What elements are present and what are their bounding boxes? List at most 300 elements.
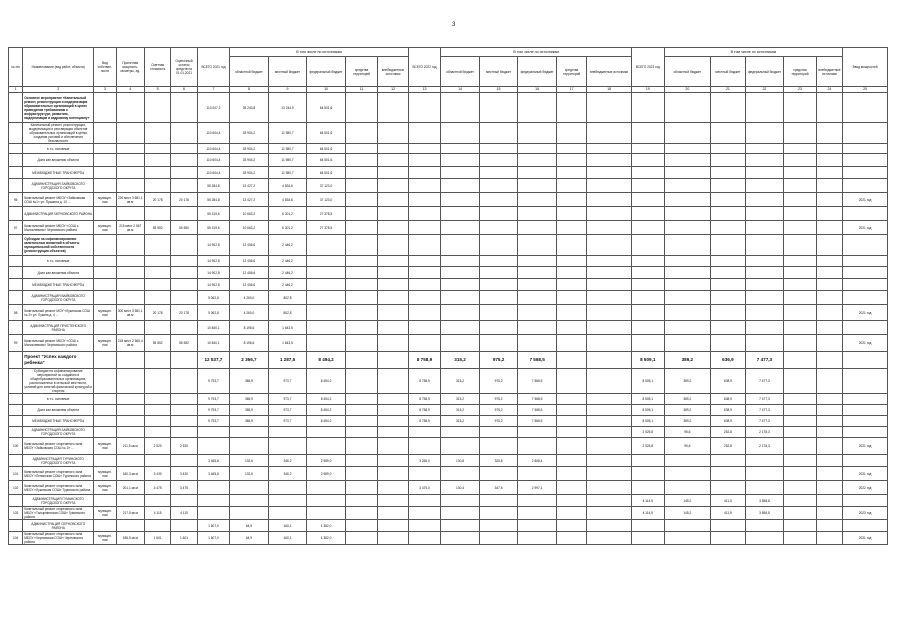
table-cell: 20 178 bbox=[144, 305, 170, 321]
table-cell bbox=[843, 154, 888, 167]
row-name-cell: АДМИНИСТРАЦИЯ ТУРИНСКОГО ГОРОДСКОГО ОКРУГА bbox=[23, 455, 94, 467]
table-cell bbox=[345, 352, 377, 369]
table-cell: 2021 год bbox=[843, 221, 888, 235]
table-cell bbox=[556, 235, 586, 256]
table-cell bbox=[408, 520, 440, 532]
table-cell bbox=[9, 520, 23, 532]
row-name-cell: Доля кап.вложения объекта bbox=[23, 154, 94, 167]
table-cell bbox=[784, 520, 816, 532]
table-row bbox=[9, 279, 888, 291]
table-cell bbox=[94, 154, 116, 167]
table-cell: 8 505,1 bbox=[632, 394, 664, 405]
table-cell: 365,9 bbox=[230, 369, 269, 394]
table-cell bbox=[518, 144, 557, 154]
table-cell bbox=[587, 427, 632, 438]
table-cell bbox=[116, 144, 144, 154]
table-cell bbox=[144, 321, 170, 335]
table-cell: 12 537,7 bbox=[197, 352, 229, 369]
table-cell bbox=[307, 235, 346, 256]
table-cell: 973,7 bbox=[268, 369, 307, 394]
table-cell bbox=[378, 467, 409, 481]
col-header: средства территорий bbox=[556, 57, 586, 87]
table-cell bbox=[556, 481, 586, 495]
table-cell: 110 604,4 bbox=[197, 144, 229, 154]
table-cell bbox=[171, 207, 197, 221]
col-header: Вид собствен-ности bbox=[94, 48, 116, 87]
row-name-cell: АДМИНИСТРАЦИЯ ЧЕРНОВСКОГО РАЙОНА bbox=[23, 207, 94, 221]
table-cell: 1 601 bbox=[171, 532, 197, 545]
table-cell: 7 568,5 bbox=[518, 394, 557, 405]
table-cell: 973,7 bbox=[268, 416, 307, 427]
table-cell bbox=[116, 495, 144, 507]
table-cell: муницип. ная bbox=[94, 481, 116, 495]
investment-table bbox=[8, 47, 888, 545]
table-cell bbox=[816, 256, 842, 267]
table-cell bbox=[745, 154, 784, 167]
table-cell bbox=[441, 221, 480, 235]
table-cell bbox=[587, 256, 632, 267]
column-number: 19 bbox=[632, 87, 664, 93]
table-cell: 2023 год bbox=[843, 507, 888, 520]
table-cell: 33 904,2 bbox=[230, 123, 269, 144]
table-cell bbox=[171, 369, 197, 394]
table-cell: 64 501,6 bbox=[307, 167, 346, 179]
table-cell: 1 601 bbox=[144, 532, 170, 545]
table-cell bbox=[441, 279, 480, 291]
table-cell bbox=[632, 235, 664, 256]
table-cell bbox=[171, 416, 197, 427]
table-cell bbox=[843, 416, 888, 427]
table-cell bbox=[9, 256, 23, 267]
table-cell bbox=[144, 520, 170, 532]
table-cell bbox=[479, 467, 518, 481]
table-cell: 2 520 bbox=[171, 438, 197, 455]
table-cell bbox=[587, 193, 632, 207]
table-row bbox=[9, 455, 888, 467]
table-cell bbox=[171, 394, 197, 405]
table-cell bbox=[144, 427, 170, 438]
table-cell bbox=[784, 207, 816, 221]
table-cell bbox=[441, 427, 480, 438]
table-cell: 9 793,7 bbox=[197, 405, 229, 416]
table-cell bbox=[408, 267, 440, 279]
table-cell bbox=[711, 207, 746, 221]
table-cell: 33 904,2 bbox=[230, 167, 269, 179]
table-cell bbox=[345, 369, 377, 394]
column-number: 13 bbox=[408, 87, 440, 93]
table-cell bbox=[587, 532, 632, 545]
table-row bbox=[9, 267, 888, 279]
table-cell bbox=[408, 221, 440, 235]
table-cell: 55 284,8 bbox=[197, 193, 229, 207]
table-cell bbox=[9, 495, 23, 507]
table-cell bbox=[587, 179, 632, 193]
table-cell: 145,2 bbox=[664, 495, 711, 507]
table-cell bbox=[518, 438, 557, 455]
table-cell bbox=[784, 291, 816, 305]
table-cell bbox=[711, 467, 746, 481]
table-cell bbox=[408, 305, 440, 321]
table-cell bbox=[664, 235, 711, 256]
table-cell bbox=[378, 416, 409, 427]
table-cell bbox=[441, 144, 480, 154]
table-cell bbox=[518, 427, 557, 438]
table-cell bbox=[816, 438, 842, 455]
table-cell: 64 501,6 bbox=[307, 123, 346, 144]
table-cell bbox=[784, 279, 816, 291]
table-cell bbox=[307, 438, 346, 455]
table-cell: 638,9 bbox=[711, 369, 746, 394]
table-cell bbox=[632, 321, 664, 335]
table-cell bbox=[479, 335, 518, 352]
table-cell bbox=[664, 179, 711, 193]
table-cell bbox=[479, 520, 518, 532]
table-cell: 3 558,8 bbox=[745, 507, 784, 520]
table-cell: 100 bbox=[9, 438, 23, 455]
table-cell: 14 902,8 bbox=[197, 256, 229, 267]
row-name-cell: АДМИНИСТРАЦИЯ СЕРНОВСКОГО РАЙОНА bbox=[23, 520, 94, 532]
table-cell bbox=[408, 207, 440, 221]
table-cell bbox=[268, 427, 307, 438]
table-cell bbox=[587, 416, 632, 427]
table-cell: 3 465,8 bbox=[197, 467, 229, 481]
table-cell bbox=[711, 305, 746, 321]
table-cell: 130,4 bbox=[441, 481, 480, 495]
table-cell: 315,2 bbox=[441, 352, 480, 369]
table-cell bbox=[345, 467, 377, 481]
table-cell bbox=[745, 321, 784, 335]
table-cell bbox=[843, 520, 888, 532]
table-cell bbox=[745, 221, 784, 235]
table-row bbox=[9, 305, 888, 321]
table-row bbox=[9, 481, 888, 495]
table-cell: 389,2 bbox=[664, 352, 711, 369]
table-cell bbox=[171, 291, 197, 305]
table-cell bbox=[816, 369, 842, 394]
table-cell bbox=[378, 291, 409, 305]
table-cell: 802,8 bbox=[268, 291, 307, 305]
table-cell: 8 505,1 bbox=[632, 416, 664, 427]
table-cell bbox=[745, 279, 784, 291]
table-cell bbox=[784, 93, 816, 123]
table-cell bbox=[378, 235, 409, 256]
table-cell bbox=[479, 267, 518, 279]
table-cell bbox=[518, 123, 557, 144]
col-header: Сметная стоимость bbox=[144, 48, 170, 87]
table-cell bbox=[479, 221, 518, 235]
row-name-cell: МЕЖБЮДЖЕТНЫЕ ТРАНСФЕРТЫ bbox=[23, 279, 94, 291]
table-cell: 220 мест 3 681,1 кв.м bbox=[116, 193, 144, 207]
col-header: областной бюджет bbox=[441, 57, 480, 87]
table-cell bbox=[784, 123, 816, 144]
row-name-cell: Капитальный ремонт спортивного зала МБОУ «Тыгырминская СОШ» Гуманского района bbox=[23, 507, 94, 520]
row-name-cell: АДМИНИСТРАЦИЯ ГУМАНСКОГО ГОРОДСКОГО ОКРУГА bbox=[23, 495, 94, 507]
table-row bbox=[9, 221, 888, 235]
table-cell bbox=[441, 291, 480, 305]
table-row bbox=[9, 235, 888, 256]
table-cell bbox=[711, 267, 746, 279]
table-cell: 3 465,8 bbox=[197, 455, 229, 467]
table-cell bbox=[378, 167, 409, 179]
col-header: местный бюджет bbox=[711, 57, 746, 87]
table-cell bbox=[408, 235, 440, 256]
table-cell: 802,8 bbox=[268, 305, 307, 321]
table-cell bbox=[9, 279, 23, 291]
table-cell bbox=[518, 279, 557, 291]
table-cell: 8 454,2 bbox=[307, 394, 346, 405]
table-cell bbox=[632, 256, 664, 267]
table-cell bbox=[9, 416, 23, 427]
table-cell bbox=[441, 305, 480, 321]
table-row bbox=[9, 532, 888, 545]
col-header: федеральный бюджет bbox=[745, 57, 784, 87]
table-cell bbox=[632, 144, 664, 154]
table-cell bbox=[479, 507, 518, 520]
table-cell bbox=[408, 495, 440, 507]
table-cell: 132,6 bbox=[230, 455, 269, 467]
table-cell bbox=[587, 335, 632, 352]
table-cell: 2021 год bbox=[843, 193, 888, 207]
table-cell: 180,3 кв.м bbox=[116, 467, 144, 481]
table-cell: 110 604,4 bbox=[197, 154, 229, 167]
group-header: В том числе по источникам bbox=[441, 48, 632, 57]
row-name-cell: Капитальный ремонт, реконструкция, модернизация и реставрация объектов образовательных организаций в целях создания условий и обеспечения безопасности bbox=[23, 123, 94, 144]
column-number: 18 bbox=[587, 87, 632, 93]
table-cell bbox=[843, 321, 888, 335]
table-cell: 4 834,6 bbox=[268, 179, 307, 193]
table-cell bbox=[518, 305, 557, 321]
column-number: 12 bbox=[378, 87, 409, 93]
table-cell: 64 501,6 bbox=[307, 144, 346, 154]
table-cell bbox=[171, 179, 197, 193]
table-cell bbox=[556, 207, 586, 221]
table-cell bbox=[711, 321, 746, 335]
row-name-cell: МЕЖБЮДЖЕТНЫЕ ТРАНСФЕРТЫ bbox=[23, 167, 94, 179]
table-cell bbox=[816, 167, 842, 179]
table-row bbox=[9, 405, 888, 416]
table-cell: 13 427,2 bbox=[230, 179, 269, 193]
table-cell bbox=[556, 321, 586, 335]
table-cell bbox=[378, 193, 409, 207]
table-cell: 160,1 bbox=[268, 532, 307, 545]
table-cell: 4 115 bbox=[171, 507, 197, 520]
table-cell bbox=[816, 207, 842, 221]
table-cell bbox=[816, 352, 842, 369]
table-cell bbox=[843, 455, 888, 467]
table-cell bbox=[441, 93, 480, 123]
table-cell bbox=[816, 416, 842, 427]
column-number: 21 bbox=[711, 87, 746, 93]
table-cell bbox=[518, 154, 557, 167]
table-cell bbox=[784, 416, 816, 427]
table-cell bbox=[144, 144, 170, 154]
table-cell: 160,1 bbox=[268, 520, 307, 532]
table-cell bbox=[556, 193, 586, 207]
table-cell: 10 663,2 bbox=[230, 207, 269, 221]
table-cell bbox=[116, 256, 144, 267]
table-cell: 37 123,0 bbox=[307, 193, 346, 207]
table-cell: 4 260,0 bbox=[230, 305, 269, 321]
table-cell: 10 663,2 bbox=[230, 221, 269, 235]
table-cell bbox=[9, 154, 23, 167]
table-cell bbox=[587, 279, 632, 291]
table-cell: 975,2 bbox=[479, 394, 518, 405]
table-cell bbox=[843, 369, 888, 394]
table-cell bbox=[408, 335, 440, 352]
table-cell: 975,2 bbox=[479, 369, 518, 394]
table-cell bbox=[116, 455, 144, 467]
table-cell bbox=[632, 291, 664, 305]
table-cell bbox=[144, 154, 170, 167]
table-cell bbox=[711, 235, 746, 256]
group-header: В том числе по источникам bbox=[230, 48, 409, 57]
table-cell bbox=[408, 507, 440, 520]
table-cell: 3 475 bbox=[171, 481, 197, 495]
table-cell bbox=[587, 455, 632, 467]
table-cell bbox=[784, 167, 816, 179]
table-cell bbox=[784, 495, 816, 507]
table-cell: 7 477,3 bbox=[745, 352, 784, 369]
table-cell bbox=[518, 193, 557, 207]
table-cell: 12 456,6 bbox=[230, 267, 269, 279]
table-cell: 7 477,3 bbox=[745, 394, 784, 405]
col-header: № п/п bbox=[9, 48, 23, 87]
table-cell bbox=[378, 532, 409, 545]
table-cell bbox=[556, 256, 586, 267]
table-cell: 64 501,6 bbox=[307, 154, 346, 167]
table-cell bbox=[441, 507, 480, 520]
table-cell: 218 мест 2 565,4 кв.м bbox=[116, 335, 144, 352]
table-cell bbox=[479, 305, 518, 321]
table-row bbox=[9, 369, 888, 394]
table-cell: 2 989,0 bbox=[307, 467, 346, 481]
table-cell bbox=[378, 154, 409, 167]
table-cell: 3 265,0 bbox=[408, 455, 440, 467]
row-name-cell: Основное мероприятие «Капитальный ремонт, реконструкция и модернизация образовательных организаций в целях приведения требованиям к инфраструктуре, развитию, модернизации и кадровому потенциалу» bbox=[23, 93, 94, 123]
table-cell bbox=[378, 394, 409, 405]
table-cell bbox=[711, 154, 746, 167]
table-cell bbox=[345, 427, 377, 438]
table-row bbox=[9, 438, 888, 455]
table-cell bbox=[843, 279, 888, 291]
table-cell: 8 758,9 bbox=[408, 416, 440, 427]
table-cell bbox=[784, 305, 816, 321]
table-cell: 252,8 bbox=[711, 427, 746, 438]
table-cell bbox=[116, 291, 144, 305]
table-cell: 4 114,5 bbox=[632, 495, 664, 507]
table-cell bbox=[9, 369, 23, 394]
table-cell bbox=[816, 467, 842, 481]
table-cell bbox=[9, 144, 23, 154]
table-cell bbox=[307, 291, 346, 305]
table-cell bbox=[664, 455, 711, 467]
table-cell bbox=[632, 193, 664, 207]
table-cell bbox=[632, 179, 664, 193]
table-cell bbox=[632, 267, 664, 279]
table-cell bbox=[816, 520, 842, 532]
table-cell: 975,2 bbox=[479, 405, 518, 416]
table-cell bbox=[816, 394, 842, 405]
table-cell bbox=[408, 427, 440, 438]
table-cell bbox=[816, 321, 842, 335]
table-cell bbox=[197, 438, 229, 455]
table-cell bbox=[816, 154, 842, 167]
table-cell bbox=[171, 167, 197, 179]
table-cell bbox=[784, 179, 816, 193]
table-cell bbox=[784, 507, 816, 520]
table-cell bbox=[230, 481, 269, 495]
table-cell bbox=[479, 438, 518, 455]
table-cell bbox=[441, 321, 480, 335]
table-cell bbox=[378, 369, 409, 394]
table-cell bbox=[632, 123, 664, 144]
table-cell bbox=[116, 321, 144, 335]
table-cell bbox=[843, 394, 888, 405]
table-cell bbox=[816, 279, 842, 291]
table-cell: 7 477,3 bbox=[745, 369, 784, 394]
table-cell bbox=[518, 291, 557, 305]
table-cell: 95,6 bbox=[664, 427, 711, 438]
table-cell bbox=[664, 221, 711, 235]
table-cell bbox=[345, 221, 377, 235]
table-cell bbox=[518, 507, 557, 520]
table-cell bbox=[479, 291, 518, 305]
table-cell: 2 446,2 bbox=[268, 235, 307, 256]
table-cell: 13 427,2 bbox=[230, 193, 269, 207]
table-cell bbox=[556, 427, 586, 438]
table-cell bbox=[345, 167, 377, 179]
table-cell bbox=[479, 179, 518, 193]
table-cell: 2 808,4 bbox=[518, 455, 557, 467]
table-cell bbox=[587, 207, 632, 221]
table-cell bbox=[171, 267, 197, 279]
table-cell bbox=[518, 532, 557, 545]
table-cell: 27 378,5 bbox=[307, 221, 346, 235]
table-cell bbox=[664, 207, 711, 221]
table-cell bbox=[479, 93, 518, 123]
table-cell: 2021 год bbox=[843, 467, 888, 481]
table-cell: муницип. ная bbox=[94, 305, 116, 321]
table-cell: 346,2 bbox=[268, 467, 307, 481]
table-cell: 5 062,8 bbox=[197, 291, 229, 305]
table-cell bbox=[441, 207, 480, 221]
col-header: местный бюджет bbox=[479, 57, 518, 87]
table-cell: 98 bbox=[9, 305, 23, 321]
table-cell bbox=[587, 123, 632, 144]
col-header: ВСЕГО 2023 год bbox=[632, 48, 664, 87]
table-cell bbox=[345, 267, 377, 279]
table-cell: 2022 год bbox=[843, 481, 888, 495]
table-cell bbox=[587, 321, 632, 335]
table-cell bbox=[378, 405, 409, 416]
table-cell bbox=[479, 193, 518, 207]
table-cell bbox=[711, 455, 746, 467]
table-cell bbox=[345, 532, 377, 545]
table-cell: 8 505,1 bbox=[632, 369, 664, 394]
table-cell bbox=[518, 467, 557, 481]
table-cell bbox=[378, 507, 409, 520]
table-cell: 8 505,1 bbox=[632, 405, 664, 416]
table-cell: 347,5 bbox=[479, 481, 518, 495]
table-cell bbox=[144, 179, 170, 193]
table-cell bbox=[556, 221, 586, 235]
table-cell bbox=[556, 467, 586, 481]
table-cell bbox=[784, 321, 816, 335]
table-cell: 9 793,7 bbox=[197, 394, 229, 405]
table-cell bbox=[9, 167, 23, 179]
table-cell: 365,9 bbox=[230, 405, 269, 416]
table-cell bbox=[94, 369, 116, 394]
